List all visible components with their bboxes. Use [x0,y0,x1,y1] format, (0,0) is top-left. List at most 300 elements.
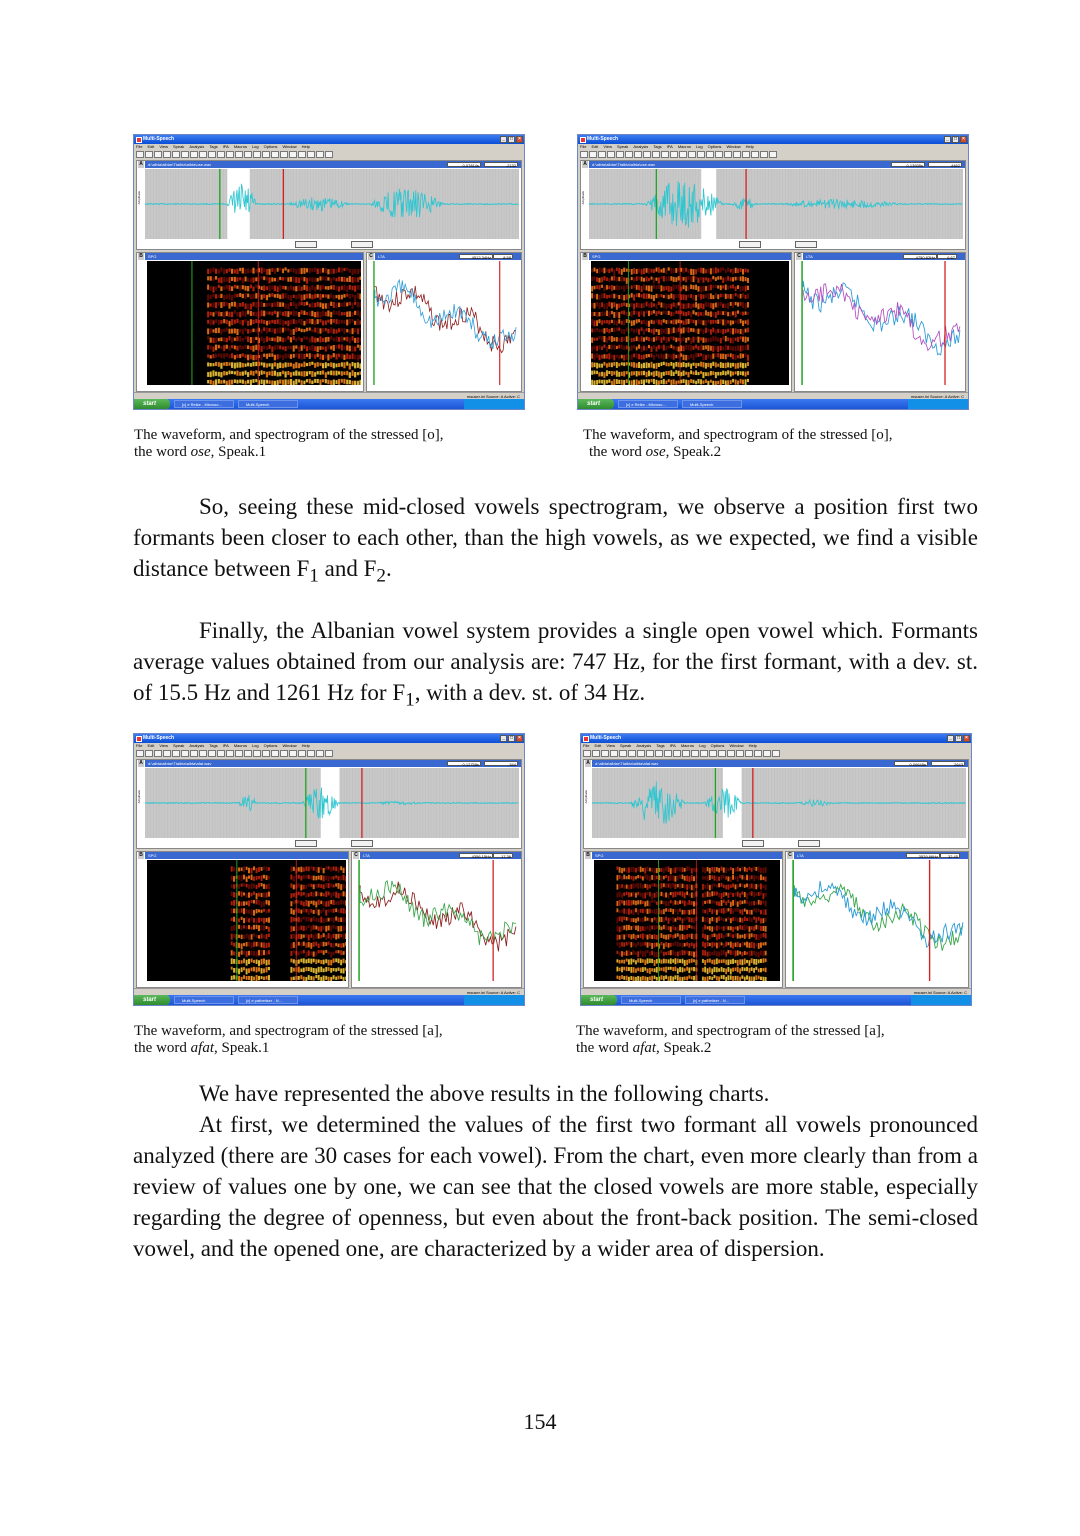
close-button[interactable]: × [516,136,523,143]
window-label-a: A [139,161,143,167]
window-title: Multi-Speech [143,136,175,142]
lta-value-readout: 6.67 [937,254,957,259]
taskbar-item[interactable]: Multi-Speech [682,400,742,408]
windows-taskbar [134,399,524,409]
cursor-time-readout: 0.13935s [891,162,925,167]
toolbar [581,749,971,758]
caption-text: , Speak.1 [214,1040,270,1056]
toolbar-button[interactable] [181,750,189,757]
toolbar-button[interactable] [691,750,699,757]
menu-item[interactable]: Edit [147,144,155,149]
cursor-time-readout: 0.07814s [447,162,481,167]
figure-caption [134,1023,443,1057]
toolbar-button[interactable] [598,151,606,158]
toolbar-button[interactable] [226,750,234,757]
menu-item[interactable]: Tags [209,743,218,748]
menu-item[interactable]: Macros [233,743,247,748]
menu-item[interactable]: Help [745,144,754,149]
maximize-button[interactable]: □ [509,136,514,142]
waveform-window [580,160,966,250]
toolbar-button[interactable] [298,750,306,757]
toolbar-button[interactable] [235,750,243,757]
cursor-value-readout: -2132 [484,162,518,167]
caption-word: afat [190,1040,214,1056]
spectrogram-plot[interactable] [591,261,789,385]
toolbar [134,150,524,159]
menu-item[interactable]: Macros [233,144,247,149]
menu-item[interactable]: View [159,144,168,149]
menu-item[interactable]: File [580,144,587,149]
menu-item[interactable]: IPA [222,743,229,748]
toolbar-button[interactable] [763,750,771,757]
paragraph-text: , with a dev. st. of 34 Hz. [414,680,646,705]
waveform-footer [145,839,519,847]
toolbar-button[interactable] [136,750,144,757]
minimize-button[interactable]: _ [500,735,507,742]
close-button[interactable]: × [960,136,967,143]
taskbar-item[interactable]: [c] e pathetiser - N... [238,996,298,1004]
waveform-plot[interactable] [145,169,519,239]
lta-header: LTA [375,253,521,260]
toolbar-button[interactable] [634,151,642,158]
caption-text: the word [589,444,646,460]
cursor-box-left [739,241,761,248]
caption-line: The waveform, and spectrogram of the stressed [o], [583,427,893,443]
lta-header: LTA [803,253,965,260]
toolbar-button[interactable] [154,750,162,757]
minimize-button[interactable]: _ [500,136,507,143]
toolbar-button[interactable] [271,750,279,757]
toolbar-button[interactable] [670,151,678,158]
caption-word: afat [632,1040,656,1056]
waveform-window [136,759,522,849]
multispeech-screenshot [577,134,969,410]
toolbar-button[interactable] [628,750,636,757]
toolbar-button[interactable] [697,151,705,158]
toolbar-button[interactable] [733,151,741,158]
cursor-value-readout: -4462 [928,162,962,167]
cursor-box-right [798,840,820,847]
waveform-plot[interactable] [592,768,966,838]
window-label-c: C [354,852,358,858]
caption-text: the word [134,1040,191,1056]
system-tray [911,995,971,1005]
cursor-box-right [795,241,817,248]
menu-item[interactable]: Window [726,144,741,149]
spectrogram-plot[interactable] [594,860,780,981]
toolbar-button[interactable] [607,151,615,158]
menu-item[interactable]: Window [729,743,744,748]
window-label-b: B [586,852,590,858]
toolbar-button[interactable] [709,750,717,757]
toolbar-button[interactable] [253,151,261,158]
app-icon [136,137,142,143]
toolbar-button[interactable] [163,750,171,757]
window-titlebar [578,135,968,144]
amplitude-axis-label: Amplitude [137,191,141,205]
toolbar-button[interactable] [163,151,171,158]
cursor-value-readout: -344 [484,761,518,766]
toolbar-button[interactable] [745,750,753,757]
figure-caption [134,427,443,461]
toolbar-button[interactable] [145,151,153,158]
toolbar-button[interactable] [208,151,216,158]
menu-item[interactable]: Options [710,743,725,748]
toolbar-button[interactable] [580,151,588,158]
toolbar-button[interactable] [583,750,591,757]
toolbar-button[interactable] [190,151,198,158]
multispeech-screenshot [580,733,972,1006]
lta-frequency-readout: 3529.86Hz [906,853,940,858]
toolbar-button[interactable] [154,151,162,158]
waveform-file-header: d:\albta\albtar\Ttalbta\albta\afat.wav [592,760,968,767]
menu-item[interactable]: Options [263,144,278,149]
toolbar-button[interactable] [700,750,708,757]
toolbar-button[interactable] [616,151,624,158]
toolbar-button[interactable] [253,750,261,757]
menu-item[interactable]: Macros [677,144,691,149]
subscript: 1 [405,689,415,711]
window-controls [500,735,523,742]
toolbar-button[interactable] [199,750,207,757]
paragraph-text: So, seeing these mid-closed vowels spectrogram, we observe a position first two formants been closer to each other, than the high vowels, as we expected, we find a visible distance between F [133,494,978,581]
system-tray [464,399,524,409]
toolbar-button[interactable] [172,750,180,757]
lta-value-readout: 8.59 [493,254,513,259]
spectrogram-plot[interactable] [147,261,361,385]
toolbar-button[interactable] [280,151,288,158]
toolbar-button[interactable] [181,151,189,158]
toolbar-button[interactable] [772,750,780,757]
window-title: Multi-Speech [587,136,619,142]
body-paragraph: At first, we determined the values of the first two formant all vowels pronounced analyzed (there are 30 cases for each vowel). From the chart, even more clearly than from a review of values one by one, we can see that the closed vowels are more stable, especially regarding the degree of openness, but even about the front-back position. The semi-closed vowel, and the opened one, are characterized by a wider area of dispersion. [133,1112,978,1261]
toolbar-button[interactable] [307,750,315,757]
toolbar-button[interactable] [625,151,633,158]
toolbar-button[interactable] [199,151,207,158]
spectrogram-window [580,252,792,392]
minimize-button[interactable]: _ [944,136,951,143]
toolbar-button[interactable] [715,151,723,158]
lta-plot[interactable] [358,860,517,981]
amplitude-axis-label: Amplitude [581,191,585,205]
window-controls [947,735,970,742]
menu-item[interactable]: File [136,144,143,149]
menu-item[interactable]: IPA [222,144,229,149]
status-bar: msuser.ini Source: A Active: C [581,988,971,996]
taskbar-item[interactable]: Multi-Speech [174,996,234,1004]
menu-item[interactable]: Window [282,144,297,149]
toolbar-button[interactable] [172,151,180,158]
waveform-file-header: d:\albta\albtar\Ttalbta\albta\ose.wav [589,161,965,168]
lta-header: LTA [794,852,968,859]
toolbar-button[interactable] [736,750,744,757]
lta-plot[interactable] [373,261,517,385]
toolbar-button[interactable] [643,151,651,158]
toolbar-button[interactable] [298,151,306,158]
figure-caption [583,427,892,461]
taskbar-item[interactable]: Multi-Speech [621,996,681,1004]
subscript: 1 [309,565,319,587]
window-title: Multi-Speech [143,735,175,741]
cursor-box-right [351,241,373,248]
caption-word: ose [645,444,666,460]
lta-value-readout: 17.36 [493,853,513,858]
toolbar-button[interactable] [307,151,315,158]
caption-line [134,444,443,461]
cursor-value-readout: 2643 [931,761,965,766]
menu-item[interactable]: Options [707,144,722,149]
toolbar-button[interactable] [280,750,288,757]
status-bar: msuser.ini Source: A Active: C [134,392,524,400]
menu-item[interactable]: Analysis [636,743,652,748]
toolbar [578,150,968,159]
close-button[interactable]: × [516,735,523,742]
lta-window [351,851,522,988]
toolbar-button[interactable] [145,750,153,757]
caption-text: , Speak.2 [665,444,722,460]
lta-window [366,252,522,392]
start-button[interactable]: start [578,399,614,409]
app-icon [580,137,586,143]
spectrogram-window [136,851,349,988]
toolbar-button[interactable] [208,750,216,757]
toolbar-button[interactable] [619,750,627,757]
body-paragraph: We have represented the above results in the following charts. [199,1081,770,1106]
lta-plot[interactable] [792,860,964,981]
start-button[interactable]: start [134,995,170,1005]
lta-window [794,252,966,392]
toolbar-button[interactable] [751,151,759,158]
menu-item[interactable]: File [583,743,590,748]
toolbar-button[interactable] [655,750,663,757]
menu-item[interactable]: Tags [209,144,218,149]
toolbar-button[interactable] [226,151,234,158]
waveform-footer [145,240,519,248]
toolbar-button[interactable] [589,151,597,158]
app-icon [136,736,142,742]
waveform-file-header: d:\albta\albtar\Ttalbta\albta\ose.wav [145,161,521,168]
caption-line: The waveform, and spectrogram of the stressed [a], [576,1023,885,1039]
menu-item[interactable]: Speak [172,743,185,748]
window-controls [500,136,523,143]
window-titlebar [581,734,971,743]
menu-item[interactable]: Tags [656,743,665,748]
toolbar-button[interactable] [136,151,144,158]
toolbar [134,749,524,758]
toolbar-button[interactable] [235,151,243,158]
menu-item[interactable]: View [159,743,168,748]
menu-item[interactable]: Edit [594,743,602,748]
maximize-button[interactable]: □ [509,735,514,741]
maximize-button[interactable]: □ [953,136,958,142]
toolbar-button[interactable] [325,750,333,757]
toolbar-button[interactable] [244,750,252,757]
caption-word: ose [190,444,211,460]
lta-header: LTA [360,852,521,859]
toolbar-button[interactable] [760,151,768,158]
toolbar-button[interactable] [217,750,225,757]
caption-text: the word [134,444,191,460]
toolbar-button[interactable] [727,750,735,757]
paragraph-text: Finally, the Albanian vowel system provides a single open vowel which. Formants average values obtained from our analysis are: 747 Hz, for the first formant, with a dev. st. of 15.5 Hz and 1261 Hz for F [133,618,978,705]
subscript: 2 [376,565,386,587]
lta-value-readout: 32.45 [940,853,960,858]
toolbar-button[interactable] [262,151,270,158]
toolbar-button[interactable] [769,151,777,158]
spectrogram-window [583,851,783,988]
menu-item[interactable]: Speak [616,144,629,149]
caption-text: , Speak.2 [656,1040,712,1056]
toolbar-button[interactable] [652,151,660,158]
caption-text: the word [576,1040,633,1056]
menu-item[interactable]: Log [251,743,259,748]
maximize-button[interactable]: □ [956,735,961,741]
window-label-a: A [586,760,590,766]
toolbar-button[interactable] [610,750,618,757]
close-button[interactable]: × [963,735,970,742]
paragraph-text: . [385,556,392,581]
menu-item[interactable]: Help [748,743,757,748]
menu-item[interactable]: Analysis [189,144,205,149]
spectrogram-plot[interactable] [147,860,346,981]
toolbar-button[interactable] [244,151,252,158]
menu-item[interactable]: Help [301,743,310,748]
windows-taskbar [578,399,968,409]
menu-item[interactable]: Macros [680,743,694,748]
toolbar-button[interactable] [706,151,714,158]
lta-plot[interactable] [801,261,961,385]
caption-line [576,1040,885,1057]
menu-item[interactable]: Speak [172,144,185,149]
toolbar-button[interactable] [262,750,270,757]
toolbar-button[interactable] [661,151,669,158]
cursor-box-left [742,840,764,847]
cursor-time-readout: 0.09645s [894,761,928,766]
figure-caption [576,1023,885,1057]
window-titlebar [134,135,524,144]
menu-item[interactable]: Log [695,144,703,149]
amplitude-axis-label: Amplitude [584,790,588,804]
toolbar-button[interactable] [646,750,654,757]
menu-item[interactable]: View [603,144,612,149]
menu-item[interactable]: Speak [619,743,632,748]
menu-item[interactable]: Options [263,743,278,748]
start-button[interactable]: start [134,399,170,409]
window-label-b: B [139,852,143,858]
menu-item[interactable]: Help [301,144,310,149]
toolbar-button[interactable] [673,750,681,757]
menu-item[interactable]: Edit [147,743,155,748]
system-tray [464,995,524,1005]
app-icon [583,736,589,742]
menu-item[interactable]: Analysis [633,144,649,149]
page-number: 154 [523,1409,557,1434]
menu-item[interactable]: IPA [669,743,676,748]
windows-taskbar [134,995,524,1005]
menu-item[interactable]: Tags [653,144,662,149]
taskbar-item[interactable]: [c] e Reike - Microso... [174,400,234,408]
toolbar-button[interactable] [682,750,690,757]
taskbar-item[interactable]: [c] e pathetiser - N... [685,996,745,1004]
lta-window [785,851,969,988]
menu-item[interactable]: Log [698,743,706,748]
toolbar-button[interactable] [316,750,324,757]
paragraph-text: and F [318,556,377,581]
toolbar-button[interactable] [664,750,672,757]
window-label-c: C [369,253,373,259]
window-label-b: B [139,253,143,259]
window-label-a: A [139,760,143,766]
toolbar-button[interactable] [316,151,324,158]
menu-item[interactable]: View [606,743,615,748]
status-bar: msuser.ini Source: A Active: C [134,988,524,996]
waveform-plot[interactable] [589,169,963,239]
menu-item[interactable]: Log [251,144,259,149]
menu-item[interactable]: Window [282,743,297,748]
toolbar-button[interactable] [679,151,687,158]
lta-frequency-readout: 4750.82Hz [903,254,937,259]
caption-line: The waveform, and spectrogram of the stressed [o], [134,427,444,443]
toolbar-button[interactable] [718,750,726,757]
caption-line: The waveform, and spectrogram of the stressed [a], [134,1023,443,1039]
menu-item[interactable]: IPA [666,144,673,149]
spectrogram-header: SPG [145,253,363,260]
window-controls [944,136,967,143]
toolbar-button[interactable] [592,750,600,757]
windows-taskbar [581,995,971,1005]
toolbar-button[interactable] [637,750,645,757]
window-label-c: C [788,852,792,858]
window-label-b: B [583,253,587,259]
toolbar-button[interactable] [754,750,762,757]
toolbar-button[interactable] [289,750,297,757]
window-titlebar [134,734,524,743]
taskbar-item[interactable]: [c] e Reike - Microso... [618,400,678,408]
menu-item[interactable]: Analysis [189,743,205,748]
spectrogram-header: SPG [589,253,791,260]
toolbar-button[interactable] [742,151,750,158]
toolbar-button[interactable] [217,151,225,158]
toolbar-button[interactable] [601,750,609,757]
spectrogram-window [136,252,364,392]
lta-frequency-readout: 4356.15Hz [459,853,493,858]
waveform-footer [592,839,966,847]
waveform-plot[interactable] [145,768,519,838]
waveform-window [136,160,522,250]
cursor-box-right [351,840,373,847]
caption-line [583,444,892,461]
start-button[interactable]: start [581,995,617,1005]
minimize-button[interactable]: _ [947,735,954,742]
lta-frequency-readout: 4512.34Hz [459,254,493,259]
menu-item[interactable]: Edit [591,144,599,149]
taskbar-item[interactable]: Multi-Speech [238,400,298,408]
cursor-box-left [295,840,317,847]
toolbar-button[interactable] [724,151,732,158]
waveform-footer [589,240,963,248]
toolbar-button[interactable] [325,151,333,158]
toolbar-button[interactable] [271,151,279,158]
toolbar-button[interactable] [688,151,696,158]
toolbar-button[interactable] [190,750,198,757]
menu-item[interactable]: File [136,743,143,748]
system-tray [908,399,968,409]
caption-line [134,1040,443,1057]
toolbar-button[interactable] [289,151,297,158]
cursor-time-readout: 0.12758s [447,761,481,766]
amplitude-axis-label: Amplitude [137,790,141,804]
body-paragraph [133,615,978,716]
